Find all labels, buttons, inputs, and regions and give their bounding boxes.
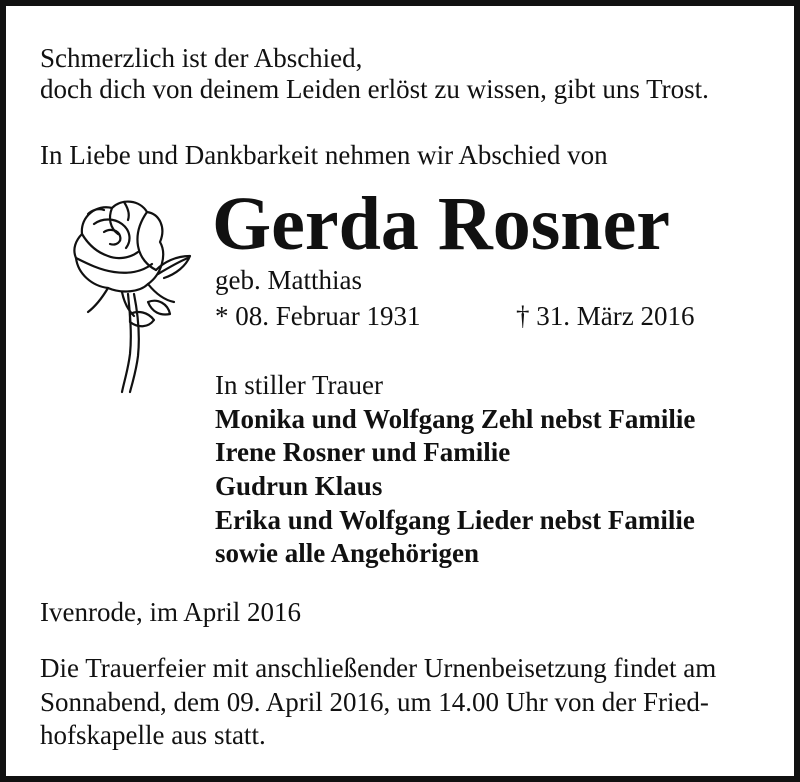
intro-text: In Liebe und Dankbarkeit nehmen wir Abschied von — [40, 140, 608, 170]
funeral-line-2: Sonnabend, dem 09. April 2016, um 14.00 Uhr von der Fried- — [40, 687, 709, 717]
mourner-name: Erika und Wolfgang Lieder nebst Familie — [215, 505, 695, 535]
verse-line-2: doch dich von deinem Leiden erlöst zu wissen, gibt uns Trost. — [40, 74, 709, 104]
mourner-name: Gudrun Klaus — [215, 471, 383, 501]
verse-line-1: Schmerzlich ist der Abschied, — [40, 43, 363, 73]
funeral-line-3: hofskapelle aus statt. — [40, 720, 266, 750]
mourners-heading: In stiller Trauer — [215, 370, 383, 400]
mourner-name: Monika und Wolfgang Zehl nebst Familie — [215, 404, 696, 434]
mourner-name: sowie alle Angehörigen — [215, 538, 479, 568]
funeral-line-1: Die Trauerfeier mit anschließender Urnenbeisetzung findet am — [40, 653, 717, 683]
maiden-name: geb. Matthias — [215, 265, 362, 295]
birth-date: * 08. Februar 1931 — [215, 301, 421, 331]
death-date: † 31. März 2016 — [516, 301, 695, 331]
mourner-name: Irene Rosner und Familie — [215, 437, 511, 467]
rose-icon — [52, 194, 197, 394]
place-date: Ivenrode, im April 2016 — [40, 597, 301, 627]
deceased-name: Gerda Rosner — [212, 182, 671, 266]
